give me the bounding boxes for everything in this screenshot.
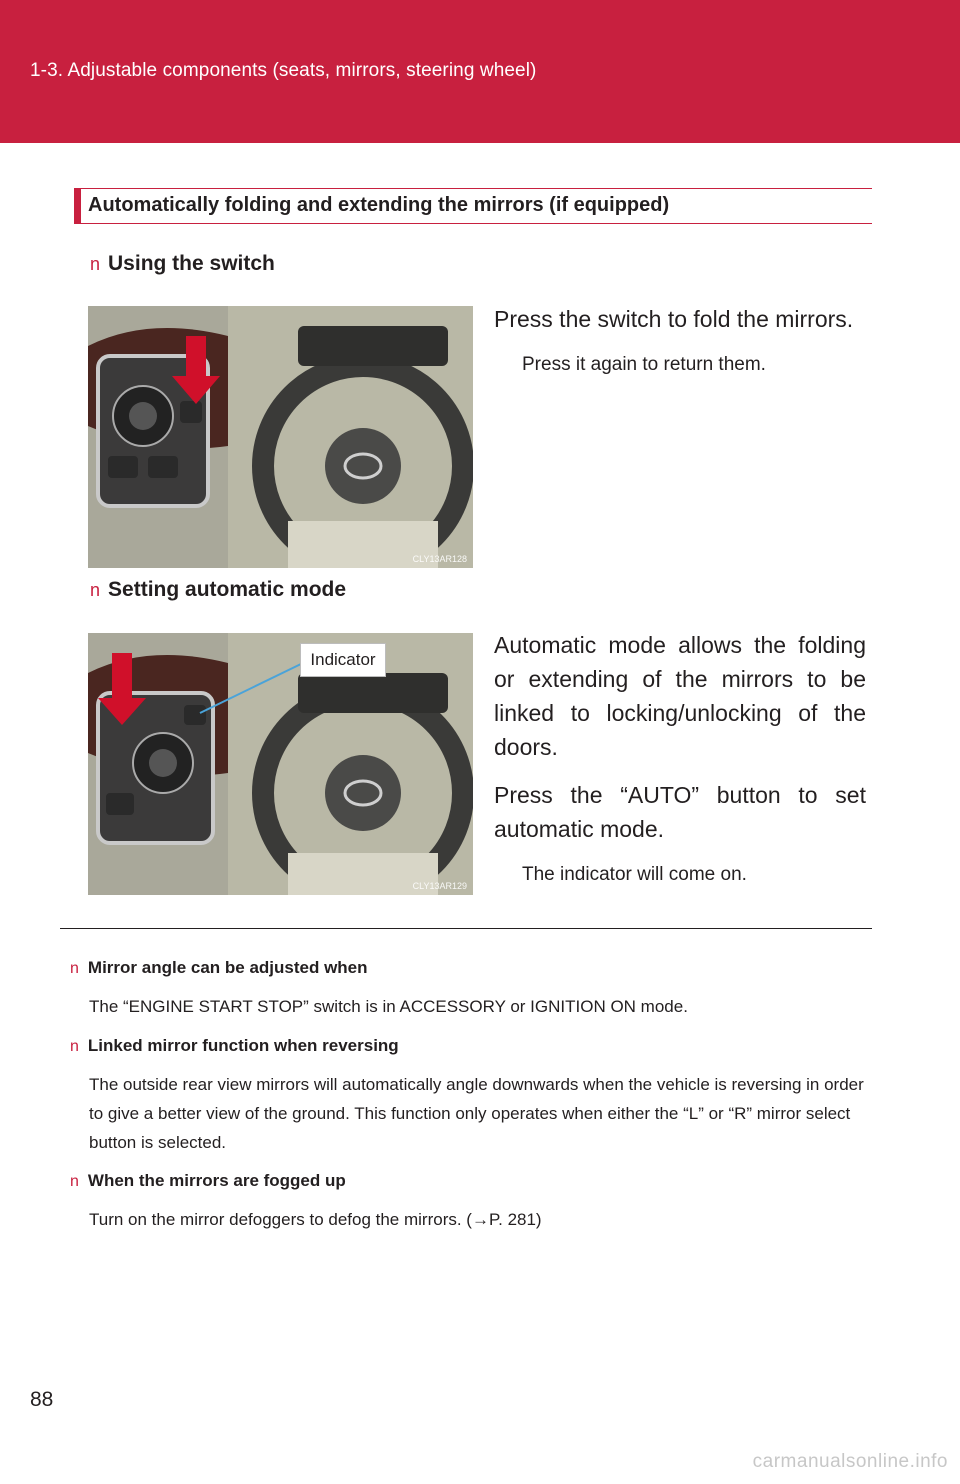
bullet-icon: n (90, 254, 101, 274)
auto-mode-instruction: Press the “AUTO” button to set automatic mode. (494, 782, 866, 842)
dashboard-illustration (88, 633, 473, 895)
info-heading-mirror-angle (70, 958, 368, 978)
mirror-switch-photo (88, 306, 473, 568)
fold-instruction: Press the switch to fold the mirrors. (494, 306, 854, 332)
auto-mode-note: The indicator will come on. (522, 864, 747, 885)
bullet-icon: n (70, 960, 79, 977)
bullet-icon: n (70, 1038, 79, 1055)
auto-button-photo (88, 633, 473, 895)
page-header (0, 0, 960, 143)
breadcrumb: 1-3. Adjustable components (seats, mirrors, steering wheel) (30, 60, 537, 81)
info-title: Mirror angle can be adjusted when (87, 958, 368, 977)
watermark: carmanualsonline.info (752, 1451, 948, 1472)
page-number: 88 (30, 1388, 54, 1411)
info-title: When the mirrors are fogged up (87, 1171, 346, 1190)
auto-mode-description: Automatic mode allows the folding or extending of the mirrors to be linked to locking/unlocking of the doors. (494, 632, 866, 760)
info-heading-fogged (70, 1171, 346, 1191)
photo-code: CLY13AR129 (412, 881, 467, 891)
subhead-auto-mode (90, 578, 346, 602)
dashboard-illustration (88, 306, 473, 568)
info-body-mirror-angle: The “ENGINE START STOP” switch is in ACCESSORY or IGNITION ON mode. (89, 997, 688, 1016)
subhead-label: Using the switch (108, 252, 275, 275)
bullet-icon: n (70, 1173, 79, 1190)
section-title: Automatically folding and extending the mirrors (if equipped) (88, 194, 670, 216)
indicator-callout: Indicator (300, 643, 386, 677)
section-heading (74, 188, 872, 224)
section-heading-bar (74, 189, 81, 223)
subhead-label: Setting automatic mode (108, 578, 347, 601)
section-divider (60, 928, 872, 929)
bullet-icon: n (90, 580, 101, 600)
photo-code: CLY13AR128 (412, 554, 467, 564)
info-title: Linked mirror function when reversing (87, 1036, 399, 1055)
fold-note: Press it again to return them. (522, 354, 766, 375)
info-body-fogged: Turn on the mirror defoggers to defog the mirrors. (→P. 281) (89, 1210, 542, 1229)
subhead-using-switch (90, 252, 275, 276)
info-body-reversing: The outside rear view mirrors will automatically angle downwards when the vehicle is reversing in order to give a better view of the ground. This function only operates when either the “L” or “R” mirror select button is selected. (89, 1075, 864, 1152)
info-heading-reversing (70, 1036, 399, 1056)
